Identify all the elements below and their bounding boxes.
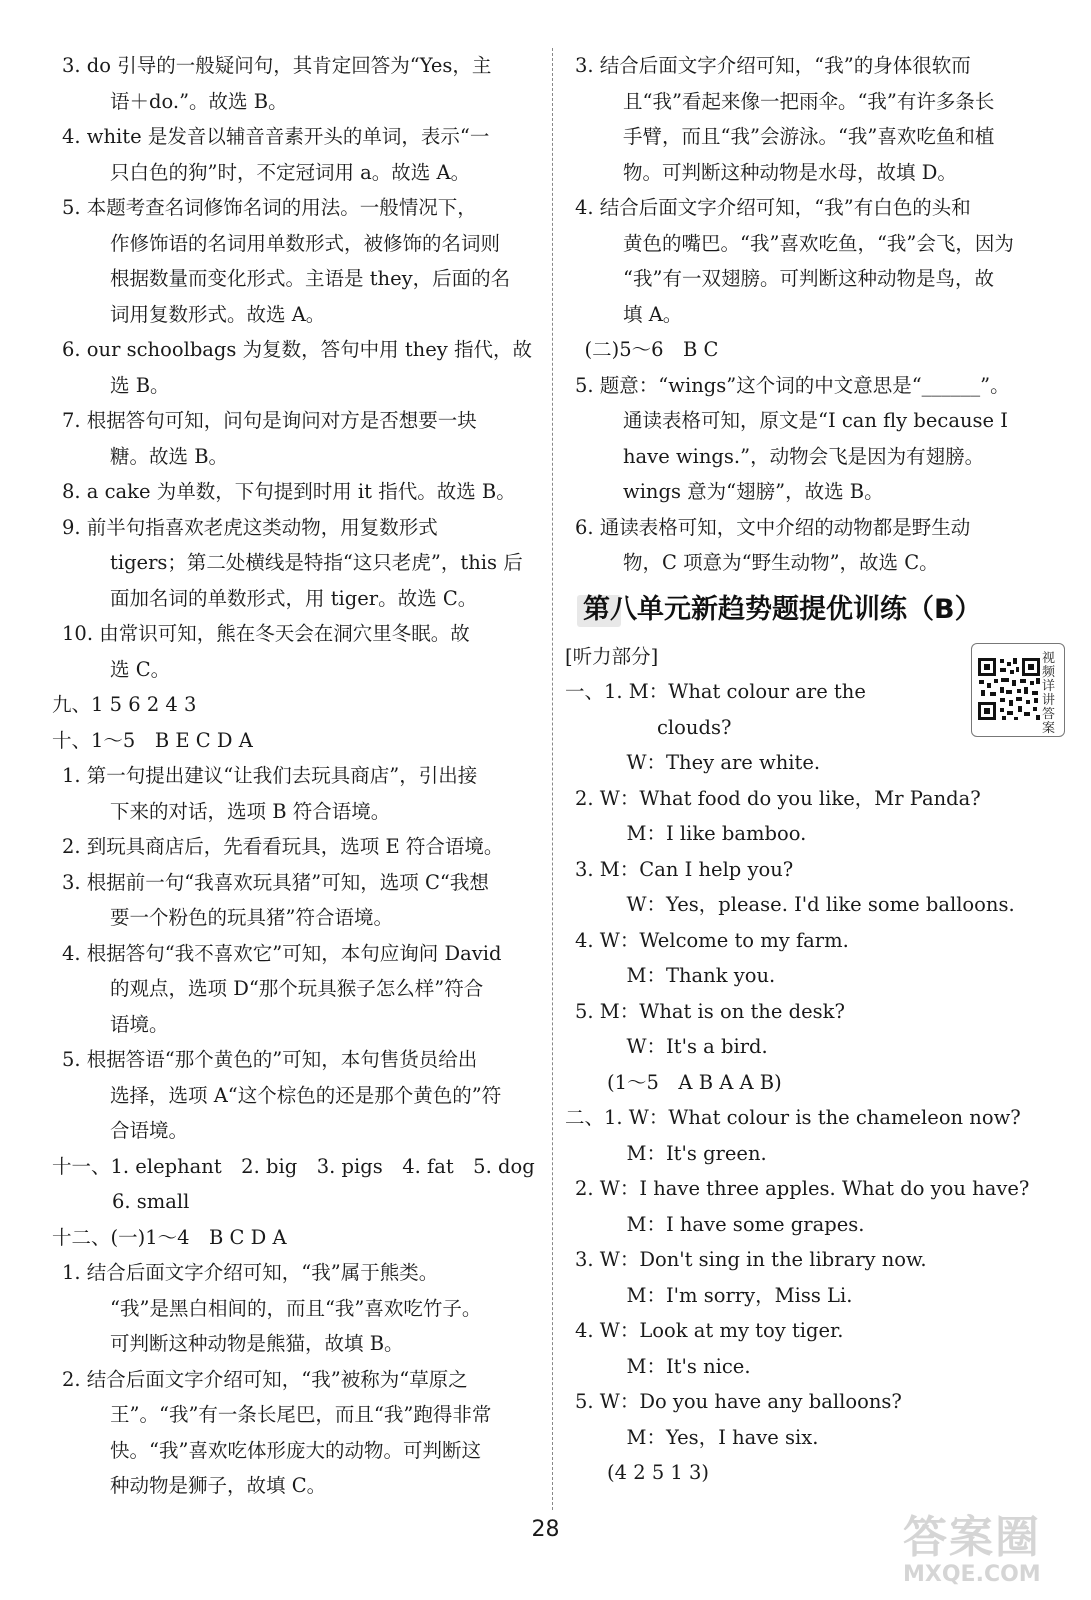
text-line: 选 C。	[110, 657, 171, 681]
text-line: 要一个粉色的玩具猪”符合语境。	[110, 906, 393, 929]
text-line: “我”有一双翅膀。可判断这种动物是鸟，故	[623, 267, 994, 290]
column-divider	[552, 48, 553, 1510]
text-line: 5. 根据答语“那个黄色的”可知，本句售货员给出	[62, 1048, 478, 1071]
text-line: clouds?	[657, 715, 732, 739]
text-line: 10. 由常识可知，熊在冬天会在洞穴里冬眠。故	[62, 622, 470, 645]
text-line: 6. 通读表格可知，文中介绍的动物都是野生动	[575, 515, 971, 539]
text-line: 快。“我”喜欢吃体形庞大的动物。可判断这	[110, 1438, 481, 1462]
text-line: 3. do 引导的一般疑问句，其肯定回答为“Yes，主	[62, 54, 492, 77]
text-line: tigers；第二处横线是特指“这只老虎”，this 后	[110, 551, 523, 574]
answer-explanations	[565, 48, 1065, 581]
text-line: 选 B。	[110, 373, 170, 397]
text-line: 4. 结合后面文字介绍可知，“我”有白色的头和	[575, 196, 971, 219]
left-column	[52, 48, 552, 1504]
text-line: 4. white 是发音以辅音音素开头的单词，表示“一	[62, 125, 490, 148]
text-line: 九、1 5 6 2 4 3	[52, 693, 197, 716]
text-line: 作修饰语的名词用单数形式，被修饰的名词则	[110, 231, 501, 255]
text-line: 7. 根据答句可知，问句是询问对方是否想要一块	[62, 409, 477, 432]
text-line: 物。可判断这种动物是水母，故填 D。	[623, 160, 957, 184]
text-line: 5. M：What is on the desk?	[575, 999, 845, 1023]
text-line: 糖。故选 B。	[110, 444, 229, 468]
text-line: wings 意为“翅膀”，故选 B。	[623, 480, 884, 503]
text-line: have wings.”，动物会飞是因为有翅膀。	[623, 444, 985, 468]
listening-transcript	[565, 674, 1065, 1491]
text-line: 王”。“我”有一条长尾巴，而且“我”跑得非常	[110, 1403, 492, 1426]
text-line: W：Yes，please. I'd like some balloons.	[607, 893, 1015, 916]
qr-code-icon	[976, 656, 1042, 722]
text-line: (1～5 A B A A B)	[607, 1070, 782, 1094]
text-line: 语境。	[110, 1012, 169, 1036]
text-line: 2. W：I have three apples. What do you have?	[575, 1177, 1030, 1200]
text-line: 4. 根据答句“我不喜欢它”可知，本句应询问 David	[62, 941, 502, 965]
text-line: 3. 根据前一句“我喜欢玩具猪”可知，选项 C“我想	[62, 870, 489, 894]
text-line: 的观点，选项 D“那个玩具猴子怎么样”符合	[110, 977, 484, 1000]
text-line: 二、1. W：What colour is the chameleon now?	[565, 1106, 1021, 1129]
text-line: 词用复数形式。故选 A。	[110, 302, 326, 326]
qr-code-label: 视频详讲答案	[1042, 650, 1056, 736]
text-line: 种动物是狮子，故填 C。	[110, 1474, 327, 1497]
text-line: 十一、1. elephant 2. big 3. pigs 4. fat 5. dog	[52, 1154, 535, 1178]
text-line: 面加名词的单数形式，用 tiger。故选 C。	[110, 586, 478, 610]
section-title	[565, 581, 1065, 639]
text-line: M：Yes，I have six.	[607, 1425, 819, 1449]
text-line: 通读表格可知，原文是“I can fly because I	[623, 409, 1008, 432]
text-line: 2. W：What food do you like，Mr Panda?	[575, 786, 981, 810]
text-line: 可判断这种动物是熊猫，故填 B。	[110, 1332, 404, 1355]
text-line: W：They are white.	[607, 751, 821, 774]
text-line: 且“我”看起来像一把雨伞。“我”有许多条长	[623, 89, 995, 113]
text-line: 5. 本题考查名词修饰名词的用法。一般情况下，	[62, 196, 477, 219]
watermark-logo	[903, 1514, 1073, 1594]
text-line: 选择，选项 A“这个棕色的还是那个黄色的”符	[110, 1083, 502, 1107]
text-line: 3. 结合后面文字介绍可知，“我”的身体很软而	[575, 54, 971, 77]
text-line: M：It's green.	[607, 1141, 767, 1165]
text-line: 物，C 项意为“野生动物”，故选 C。	[623, 551, 939, 574]
text-line: M：Thank you.	[607, 964, 776, 987]
text-line: 8. a cake 为单数，下句提到时用 it 指代。故选 B。	[62, 480, 516, 503]
text-line: 1. 结合后面文字介绍可知，“我”属于熊类。	[62, 1261, 439, 1284]
text-line: 只白色的狗”时，不定冠词用 a。故选 A。	[110, 160, 471, 184]
text-line: (4 2 5 1 3)	[607, 1461, 710, 1484]
text-line: 5. 题意：“wings”这个词的中文意思是“______”。	[575, 373, 1010, 397]
text-line: 下来的对话，选项 B 符合语境。	[110, 799, 391, 823]
listening-section-label: [听力部分]	[565, 644, 659, 668]
watermark-logo-text: 答案圈	[903, 1512, 1041, 1563]
right-column	[565, 48, 1065, 1491]
text-line: M：I like bamboo.	[607, 822, 807, 845]
page-number: 28	[531, 1517, 560, 1542]
text-line: 4. W：Welcome to my farm.	[575, 928, 849, 952]
text-line: 3. W：Don't sing in the library now.	[575, 1248, 927, 1271]
text-line: 手臂，而且“我”会游泳。“我”喜欢吃鱼和植	[623, 125, 995, 148]
text-line: M：It's nice.	[607, 1354, 751, 1378]
text-line: 5. W：Do you have any balloons?	[575, 1390, 902, 1413]
text-line: 十二、(一)1～4 B C D A	[52, 1225, 287, 1249]
text-line: 9. 前半句指喜欢老虎这类动物，用复数形式	[62, 515, 438, 539]
text-line: (二)5～6 B C	[565, 338, 719, 361]
text-line: 十、1～5 B E C D A	[52, 728, 253, 752]
text-line: 2. 到玩具商店后，先看看玩具，选项 E 符合语境。	[62, 835, 504, 858]
text-line: 6. small	[112, 1190, 190, 1213]
text-line: 2. 结合后面文字介绍可知，“我”被称为“草原之	[62, 1367, 468, 1391]
qr-code[interactable]	[971, 643, 1065, 737]
watermark-url: MXQE.COM	[903, 1562, 1041, 1587]
section-title-text: 第八单元新趋势题提优训练（B）	[583, 593, 982, 625]
text-line: “我”是黑白相间的，而且“我”喜欢吃竹子。	[110, 1296, 482, 1320]
text-line: 一、1. M：What colour are the	[565, 680, 866, 703]
text-line: M：I'm sorry，Miss Li.	[607, 1283, 853, 1307]
text-line: M：I have some grapes.	[607, 1212, 865, 1236]
text-line: 语＋do.”。故选 B。	[110, 89, 288, 113]
text-line: W：It's a bird.	[607, 1035, 768, 1058]
text-line: 黄色的嘴巴。“我”喜欢吃鱼，“我”会飞，因为	[623, 231, 1014, 255]
text-line: 6. our schoolbags 为复数，答句中用 they 指代，故	[62, 338, 532, 361]
text-line: 根据数量而变化形式。主语是 they，后面的名	[110, 267, 511, 290]
text-line: 1. 第一句提出建议“让我们去玩具商店”，引出接	[62, 764, 478, 787]
text-line: 合语境。	[110, 1119, 189, 1142]
text-line: 填 A。	[623, 302, 683, 326]
text-line: 4. W：Look at my toy tiger.	[575, 1319, 844, 1342]
text-line: 3. M：Can I help you?	[575, 857, 794, 881]
